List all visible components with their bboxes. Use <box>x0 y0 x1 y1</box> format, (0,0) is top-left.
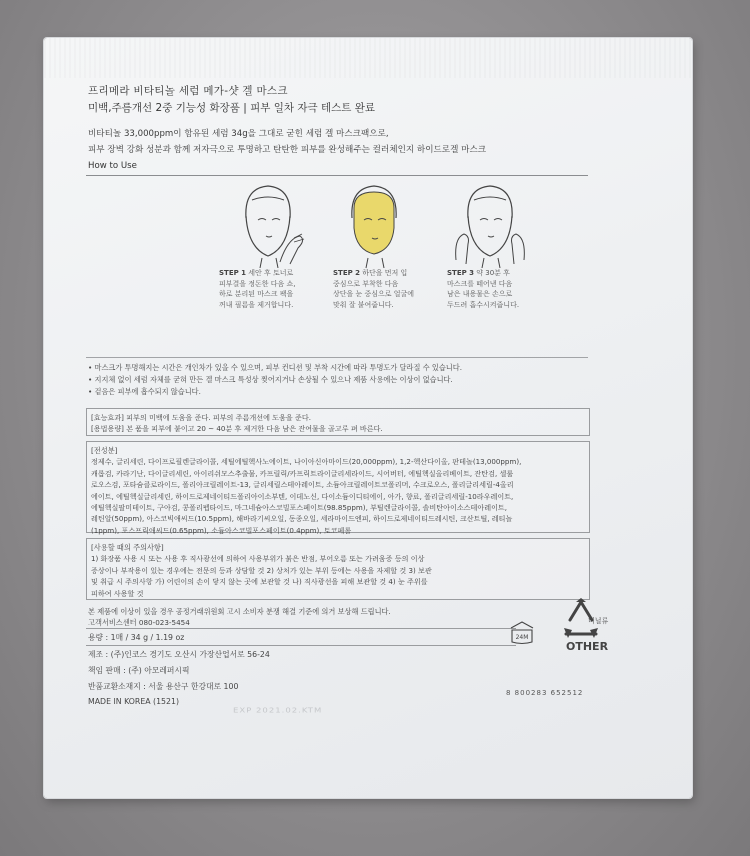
bullet-line: • 마스크가 투명해지는 시간은 개인차가 있을 수 있으며, 피부 컨디션 및 부착 시간에 따라 투명도가 달라질 수 있습니다. <box>88 363 462 372</box>
step2-face-illustration <box>334 178 414 268</box>
step-line: 피부결을 정돈한 다음 쇼, <box>219 279 296 288</box>
step-line: 맞춰 잘 붙여줍니다. <box>333 300 394 309</box>
ingredients-line: 캐롭검, 카라기난, 다이글리세린, 아이리쉬모스추출물, 카프릴릭/카프릭트라이글리세라이드, 시어버터, 에틸헥실올리베이트, 잔탄검, 셀룰 <box>91 468 514 478</box>
step2-text <box>333 268 433 310</box>
product-title: 프리메라 비타티놀 세럼 메가-샷 겔 마스크 <box>88 85 288 97</box>
caution-line: 및 취급 시 주의사항 가) 어린이의 손이 닿지 않는 곳에 보관할 것 나) 직사광선을 피해 보관할 것 4) 눈 주위를 <box>91 577 428 587</box>
effect-box <box>86 408 590 436</box>
notice-bullets <box>88 362 588 398</box>
effect-line: [효능효과] 피부의 미백에 도움을 준다. 피부의 주름개선에 도움을 준다. <box>91 413 311 422</box>
recycle-material-label: 비닐류 <box>588 617 609 625</box>
product-description <box>88 126 588 158</box>
product-subtitle: 미백,주름개선 2중 기능성 화장품 | 피부 일차 자극 테스트 완료 <box>88 102 376 114</box>
lot-number: EXP 2021.02.KTM <box>233 706 323 716</box>
ingredients-box <box>86 441 590 533</box>
ingredients-line: 레틴알(50ppm), 아스코빅애씨드(10.5ppm), 해바라기씨오일, 동종오일, 세라마이드엔피, 하이드로제네이티드레시틴, 크산트틸, 레티놀 <box>91 514 513 524</box>
caution-line: 증상이나 부작용이 있는 경우에는 전문의 등과 상담할 것 2) 상처가 있는 부위 등에는 사용을 자제할 것 3) 보관 <box>91 565 432 575</box>
ingredients-line: 로오스검, 포타슘클로라이드, 폴리아크릴레이트-13, 글리세릴스테아레이트, 소듐아크릴레이트코폴리머, 수크로오스, 폴리글리세릴-4올리 <box>91 480 514 490</box>
made-in-line: MADE IN KOREA (1521) <box>88 697 179 706</box>
step-line: 하로 분리된 마스크 팩을 <box>219 290 294 298</box>
exchange-info <box>88 606 391 628</box>
bullet-line: • 지지체 없이 세럼 자체를 굳혀 만든 겔 마스크 특성상 찢어지거나 손상될 수 있으나 제품 사용에는 이상이 없습니다. <box>88 375 453 384</box>
ingredients-line: (1ppm), 포스프릭애씨드(0.65ppm), 소듐아스코빌포스페이트(0.4ppm), 토코페롤 <box>91 525 352 535</box>
exchange-line: 고객서비스센터 080-023-5454 <box>88 618 190 627</box>
step3-face-illustration <box>450 178 530 268</box>
step-label: STEP 2 <box>333 269 361 277</box>
step-label: STEP 1 <box>219 269 247 277</box>
ingredients-line: 정제수, 글리세린, 다이프로필렌글라이콜, 세틸에틸헥사노에이트, 나이아신아마이드(20,000ppm), 1,2-헥산다이올, 판테놀(13,000ppm), <box>91 457 522 467</box>
ingredients-line: 에틸헥실팔미테이트, 구아검, 콩폴리펩타이드, 마그네슘아스코빌포스페이트(98.85ppm), 부틸렌글라이콜, 솔비탄아이소스테아레이트, <box>91 503 508 513</box>
step-line: 마스크를 떼어낸 다음 <box>447 279 513 288</box>
step-line: 하단을 먼저 입 <box>362 269 408 277</box>
how-to-use-heading: How to Use <box>88 161 137 171</box>
divider <box>86 628 516 629</box>
effect-line: [용법용량] 본 품을 피부에 붙이고 20 ~ 40분 후 제거한 다음 남은 잔여물을 골고루 펴 바른다. <box>91 424 383 434</box>
divider <box>86 175 588 176</box>
caution-line: 피하여 사용할 것 <box>91 588 144 598</box>
pao-jar-icon <box>508 618 536 646</box>
return-address-line: 반품교환소재지 : 서울 용산구 한강대로 100 <box>88 682 239 691</box>
recycle-other-label: OTHER <box>566 640 609 653</box>
caution-line: 1) 화장품 사용 시 또는 사용 후 직사광선에 의하여 사용부위가 붉은 반점, 부어오름 또는 가려움증 등의 이상 <box>91 554 425 564</box>
divider <box>86 357 588 358</box>
step-line: 중심으로 부착한 다음 <box>333 279 399 288</box>
divider <box>86 645 516 646</box>
barcode-number: 8 800283 652512 <box>506 689 584 697</box>
description-line: 비타티놀 33,000ppm이 함유된 세럼 34g을 그대로 굳힌 세럼 겔 마스크팩으로, <box>88 129 389 139</box>
step-line: 꺼내 필름을 제거합니다. <box>219 300 294 309</box>
step-line: 두드려 흡수시켜줍니다. <box>447 300 520 309</box>
step1-face-illustration <box>228 178 308 268</box>
step-line: 세안 후 토너로 <box>248 269 294 277</box>
caution-box <box>86 538 590 600</box>
step-line: 남은 내용물은 손으로 <box>447 290 513 298</box>
step1-text <box>219 268 319 310</box>
description-line: 피부 장벽 강화 성분과 함께 저자극으로 투명하고 탄탄한 피부를 완성해주는 컬러체인지 하이드로겔 마스크 <box>88 145 487 155</box>
capacity: 용량 : 1매 / 34 g / 1.19 oz <box>88 633 185 642</box>
exchange-line: 본 제품에 이상이 있을 경우 공정거래위원회 고시 소비자 분쟁 해결 기준에 의거 보상해 드립니다. <box>88 607 391 616</box>
caution-header: [사용할 때의 주의사항] <box>91 543 164 552</box>
step-label: STEP 3 <box>447 269 475 277</box>
step-line: 상단을 눈 중심으로 얼굴에 <box>333 290 415 298</box>
seller-line: 책임 판매 : (주) 아모레퍼시픽 <box>88 666 190 675</box>
step3-text <box>447 268 547 310</box>
pao-label: 24M <box>515 634 529 641</box>
manufacturer-line: 제조 : (주)인코스 경기도 오산시 가장산업서로 56-24 <box>88 650 270 659</box>
bullet-line: • 겉음은 피부에 흡수되지 않습니다. <box>88 387 201 396</box>
ingredients-line: 에이트, 에틸헥실글리세린, 하이드로제네이티드폴리아이소부텐, 이데노신, 다이소듐이디티에이, 아가, 향료, 폴리글리세릴-10라우레이트, <box>91 491 514 501</box>
ingredients-header: [전성분] <box>91 446 118 455</box>
step-line: 약 30분 후 <box>476 269 510 277</box>
